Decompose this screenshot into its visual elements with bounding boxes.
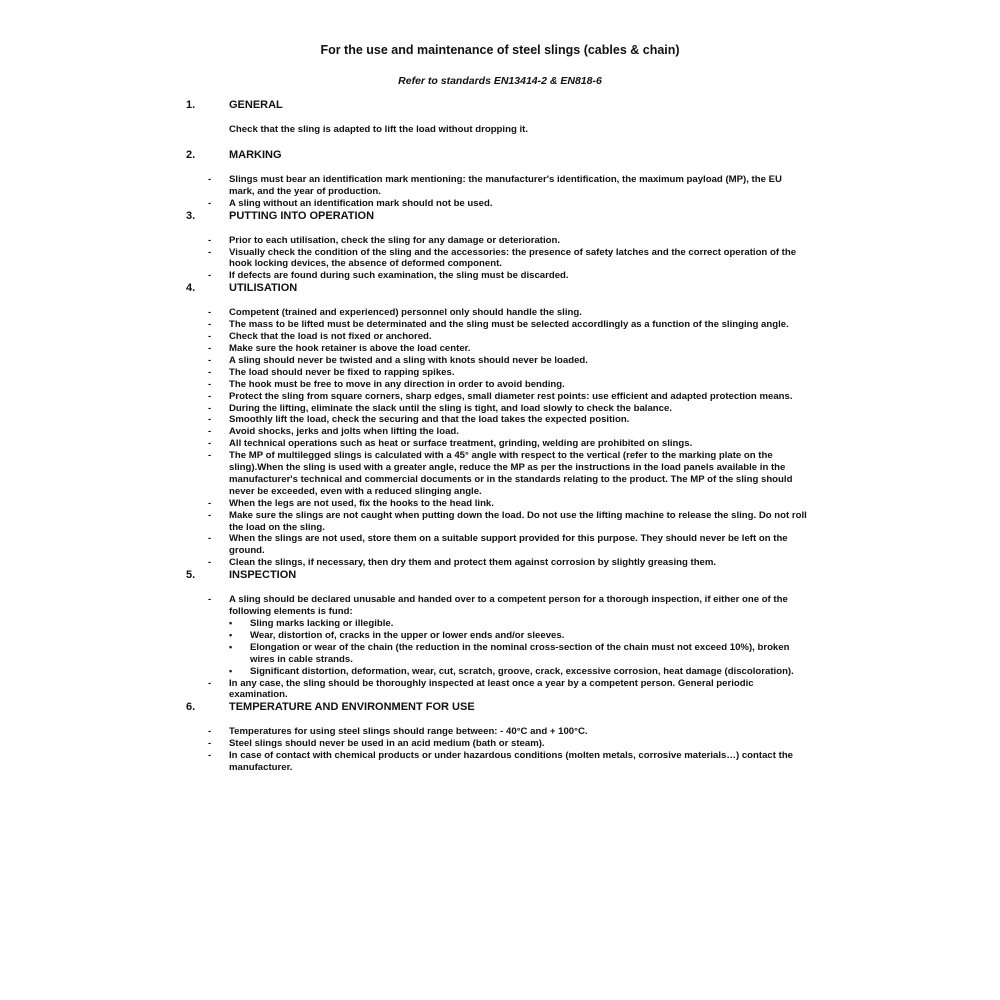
dash-marker: - — [208, 342, 212, 354]
section-heading-utilisation — [186, 282, 810, 295]
list-item: - When the slings are not used, store them on a suitable support provided for this purpose. They should never be left on the ground. — [186, 533, 810, 557]
dash-marker: - — [208, 509, 212, 521]
list-item: - If defects are found during such examination, the sling must be discarded. — [186, 270, 810, 282]
dash-marker: - — [208, 557, 212, 569]
sub-list-item: • Sling marks lacking or illegible. — [229, 618, 394, 629]
dash-marker: - — [208, 750, 212, 762]
inspection-criteria-list — [229, 618, 810, 678]
dash-marker: - — [208, 319, 212, 331]
section-title: MARKING — [229, 148, 282, 161]
section-heading-marking — [186, 149, 810, 162]
dash-marker: - — [208, 594, 212, 606]
dash-marker: - — [208, 378, 212, 390]
section-number: 1. — [186, 99, 196, 111]
sub-list-item: • Elongation or wear of the chain (the reduction in the nominal cross-section of the chain must not exceed 10%), broken wires in cable strands. — [229, 641, 790, 665]
section-heading-temperature-environment — [186, 701, 810, 714]
section-title: UTILISATION — [229, 282, 298, 295]
dash-marker: - — [208, 726, 212, 738]
dash-marker: - — [208, 738, 212, 750]
list-item: - A sling without an identification mark should not be used. — [186, 198, 810, 210]
list-item: - Competent (trained and experienced) personnel only should handle the sling. — [186, 307, 810, 319]
section-title: GENERAL — [229, 99, 283, 111]
document-body — [186, 99, 810, 774]
section-heading-putting-into-operation — [186, 210, 810, 223]
list-item: - Prior to each utilisation, check the sling for any damage or deterioration. — [186, 235, 810, 247]
list-item: - The MP of multilegged slings is calculated with a 45° angle with respect to the vertical (refer to the marking plate on the sling).When the sling is used with a greater angle, reduce the MP as per the instructions in the load panels available in the manufacturer's technical and commercial documents or in the standards relating to the product. The MP of the sling should never be exceeded, even with a reduced slinging angle. — [186, 450, 810, 498]
list-item — [186, 594, 810, 677]
list-item: - A sling should never be twisted and a sling with knots should never be loaded. — [186, 355, 810, 367]
document-subtitle: Refer to standards EN13414-2 & EN818-6 — [398, 75, 602, 87]
dash-marker: - — [208, 331, 212, 343]
list-item: - The hook must be free to move in any direction in order to avoid bending. — [186, 379, 810, 391]
section-title: TEMPERATURE AND ENVIRONMENT FOR USE — [229, 701, 475, 714]
section-heading-inspection — [186, 569, 810, 582]
dash-marker: - — [208, 390, 212, 402]
section-title: PUTTING INTO OPERATION — [229, 209, 375, 222]
dash-marker: - — [208, 270, 212, 282]
bullet-dot: • — [229, 665, 233, 676]
list-item: - Make sure the slings are not caught when putting down the load. Do not use the lifting machine to release the sling. Do not roll the load on the sling. — [186, 510, 810, 534]
list-item: - Temperatures for using steel slings should range between: - 40°C and + 100°C. — [186, 726, 810, 738]
bullet-dot: • — [229, 618, 233, 628]
list-item: - Avoid shocks, jerks and jolts when lifting the load. — [186, 426, 810, 438]
section-number: 4. — [186, 282, 196, 295]
dash-marker: - — [208, 246, 212, 258]
section-title: INSPECTION — [229, 569, 297, 582]
dash-marker: - — [208, 438, 212, 450]
dash-marker: - — [208, 677, 212, 689]
dash-marker: - — [208, 307, 212, 319]
dash-marker: - — [208, 173, 212, 185]
dash-marker: - — [208, 197, 212, 209]
section-number: 6. — [186, 701, 196, 714]
list-item: - When the legs are not used, fix the hooks to the head link. — [186, 498, 810, 510]
list-item: - Steel slings should never be used in an acid medium (bath or steam). — [186, 738, 810, 750]
sub-list-item: • Significant distortion, deformation, wear, cut, scratch, groove, crack, excessive corrosion, heat damage (discoloration). — [229, 665, 794, 677]
dash-marker: - — [208, 354, 212, 366]
list-item: - Visually check the condition of the sling and the accessories: the presence of safety latches and the correct operation of the hook locking devices, the absence of deformed component. — [186, 247, 810, 271]
list-item: - Protect the sling from square corners, sharp edges, small diameter rest points: use efficient and adapted protection means. — [186, 391, 810, 403]
bullet-dot: • — [229, 629, 233, 640]
document-title: For the use and maintenance of steel slings (cables & chain) — [320, 43, 680, 57]
sub-list-item: • Wear, distortion of, cracks in the upper or lower ends and/or sleeves. — [229, 629, 565, 641]
section-number: 2. — [186, 148, 196, 161]
section-number: 5. — [186, 569, 196, 582]
inspection-intro: A sling should be declared unusable and handed over to a competent person for a thorough inspection, if either one of the following elements is fund: — [229, 594, 788, 618]
dash-marker: - — [208, 450, 212, 462]
list-item: - In case of contact with chemical products or under hazardous conditions (molten metals, corrosive materials…) contact the manufacturer. — [186, 750, 810, 774]
section-number: 3. — [186, 209, 196, 222]
section-heading-general — [186, 99, 810, 112]
list-item: - The load should never be fixed to rapping spikes. — [186, 367, 810, 379]
list-item: - In any case, the sling should be thoroughly inspected at least once a year by a competent person. General periodic examination. — [186, 678, 810, 702]
dash-marker: - — [208, 414, 212, 426]
dash-marker: - — [208, 402, 212, 414]
list-item: - All technical operations such as heat or surface treatment, grinding, welding are prohibited on slings. — [186, 438, 810, 450]
list-item: - Clean the slings, if necessary, then dry them and protect them against corrosion by slightly greasing them. — [186, 557, 810, 569]
list-item: - The mass to be lifted must be determinated and the sling must be selected accordlingly as a function of the slinging angle. — [186, 319, 810, 331]
list-item: - Smoothly lift the load, check the securing and that the load takes the expected position. — [186, 414, 810, 426]
list-item: - Check that the load is not fixed or anchored. — [186, 331, 810, 343]
section-paragraph: Check that the sling is adapted to lift the load without dropping it. — [229, 124, 528, 135]
list-item: - Slings must bear an identification mark mentioning: the manufacturer's identification, the maximum payload (MP), the EU mark, and the year of production. — [186, 174, 810, 198]
list-item: - Make sure the hook retainer is above the load center. — [186, 343, 810, 355]
dash-marker: - — [208, 497, 212, 509]
dash-marker: - — [208, 366, 212, 378]
dash-marker: - — [208, 426, 212, 438]
dash-marker: - — [208, 533, 212, 545]
bullet-dot: • — [229, 641, 233, 652]
dash-marker: - — [208, 234, 212, 246]
list-item: - During the lifting, eliminate the slack until the sling is tight, and load slowly to check the balance. — [186, 403, 810, 415]
